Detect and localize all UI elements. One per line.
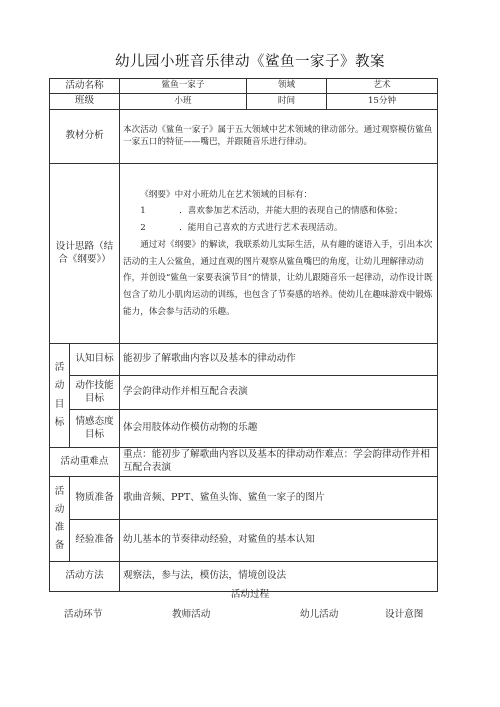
activity-name-label: 活动名称	[50, 79, 120, 94]
design-intro: 《纲要》中对小班幼儿在艺术领域的目标有：	[140, 189, 313, 200]
prep-char-4: 备	[54, 540, 65, 552]
goal-cognitive-row	[50, 344, 438, 376]
design-item-2	[123, 220, 434, 237]
prep-material-row	[50, 477, 438, 520]
info-row-class	[50, 94, 438, 110]
skill-goal-text: 学会韵律动作并相互配合表演	[120, 376, 438, 410]
goals-char-4: 标	[54, 416, 65, 428]
goal-attitude-row	[50, 410, 438, 448]
goals-group-label	[50, 344, 70, 448]
activity-name-value: 鲨鱼一家子	[120, 79, 247, 94]
process-col-children: 幼儿活动	[300, 609, 339, 620]
prep-char-1: 活	[54, 485, 65, 497]
design-item-2-number: 2	[140, 223, 146, 233]
design-paragraph: 通过对《纲要》的解读，我联系幼儿实际生活，从有趣的谜语入手，引出本次活动的主人公鲨鱼，通过直观的图片观察从鲨鱼嘴巴的角度，让幼儿理解律动动作，并创设“鲨鱼一家要表演节目”的情景，让幼儿跟随音乐一起律动，动作设计既包含了幼儿小肌肉运动的训练，也包含了节奏感的培养。使幼儿在趣味游戏中锻炼能力，体会参与活动的乐趣。	[123, 239, 433, 317]
design-item-1-number: 1	[140, 206, 146, 217]
goals-char-3: 目	[54, 398, 65, 410]
process-title: 活动过程	[230, 589, 270, 600]
design-label: 设计思路（结合《纲要》）	[50, 164, 120, 344]
key-points-text: 重点：能初步了解歌曲内容以及基本的律动动作难点：学会韵律动作并相互配合表演	[120, 448, 438, 477]
cognitive-goal-text: 能初步了解歌曲内容以及基本的律动动作	[120, 344, 438, 376]
goals-char-1: 活	[54, 362, 65, 374]
class-label: 班级	[50, 94, 120, 110]
prep-group-label	[50, 477, 70, 562]
prep-char-2: 动	[54, 503, 65, 515]
analysis-row	[50, 110, 438, 164]
page-title: 幼儿园小班音乐律动《鲨鱼一家子》教案	[115, 54, 385, 70]
analysis-label: 教材分析	[50, 110, 120, 164]
key-points-row	[50, 448, 438, 477]
design-row	[50, 164, 438, 344]
process-col-stage: 活动环节	[64, 609, 103, 620]
design-content	[120, 164, 438, 344]
cognitive-goal-label: 认知目标	[70, 344, 120, 376]
material-prep-text: 歌曲音频、PPT、鲨鱼头饰、鲨鱼一家子的图片	[120, 477, 438, 520]
goal-skill-row	[50, 376, 438, 410]
material-prep-label: 物质准备	[70, 477, 120, 520]
skill-goal-label: 动作技能目标	[70, 376, 120, 410]
design-item-1-text: ．喜欢参加艺术活动，并能大胆的表现自己的情感和体验；	[179, 206, 403, 217]
design-item-1	[123, 203, 434, 220]
analysis-text: 本次活动《鲨鱼一家子》属于五大领域中艺术领域的律动部分。通过观察模仿鲨鱼一家五口的特征——嘴巴，并跟随音乐进行律动。	[120, 110, 438, 164]
attitude-goal-label: 情感态度目标	[70, 410, 120, 448]
attitude-goal-text: 体会用肢体动作模仿动物的乐趣	[120, 410, 438, 448]
experience-prep-text: 幼儿基本的节奏律动经验，对鲨鱼的基本认知	[120, 520, 438, 562]
method-label: 活动方法	[50, 562, 120, 592]
prep-experience-row	[50, 520, 438, 562]
method-text: 观察法，参与法，模仿法，情境创设法	[120, 562, 438, 592]
prep-char-3: 准	[54, 522, 65, 533]
info-row-name	[50, 79, 438, 94]
time-value: 15分钟	[327, 94, 438, 110]
class-value: 小班	[120, 94, 247, 110]
time-label: 时间	[247, 94, 327, 110]
process-col-teacher: 教师活动	[172, 609, 211, 620]
process-col-intent: 设计意图	[385, 609, 424, 620]
goals-char-2: 动	[54, 380, 65, 392]
design-item-2-text: ．能用自己喜欢的方式进行艺术表现活动。	[179, 223, 343, 233]
field-label: 领域	[247, 79, 327, 94]
experience-prep-label: 经验准备	[70, 520, 120, 562]
lesson-plan-table	[49, 78, 438, 592]
field-value: 艺术	[327, 79, 438, 94]
key-points-label: 活动重难点	[50, 448, 120, 477]
